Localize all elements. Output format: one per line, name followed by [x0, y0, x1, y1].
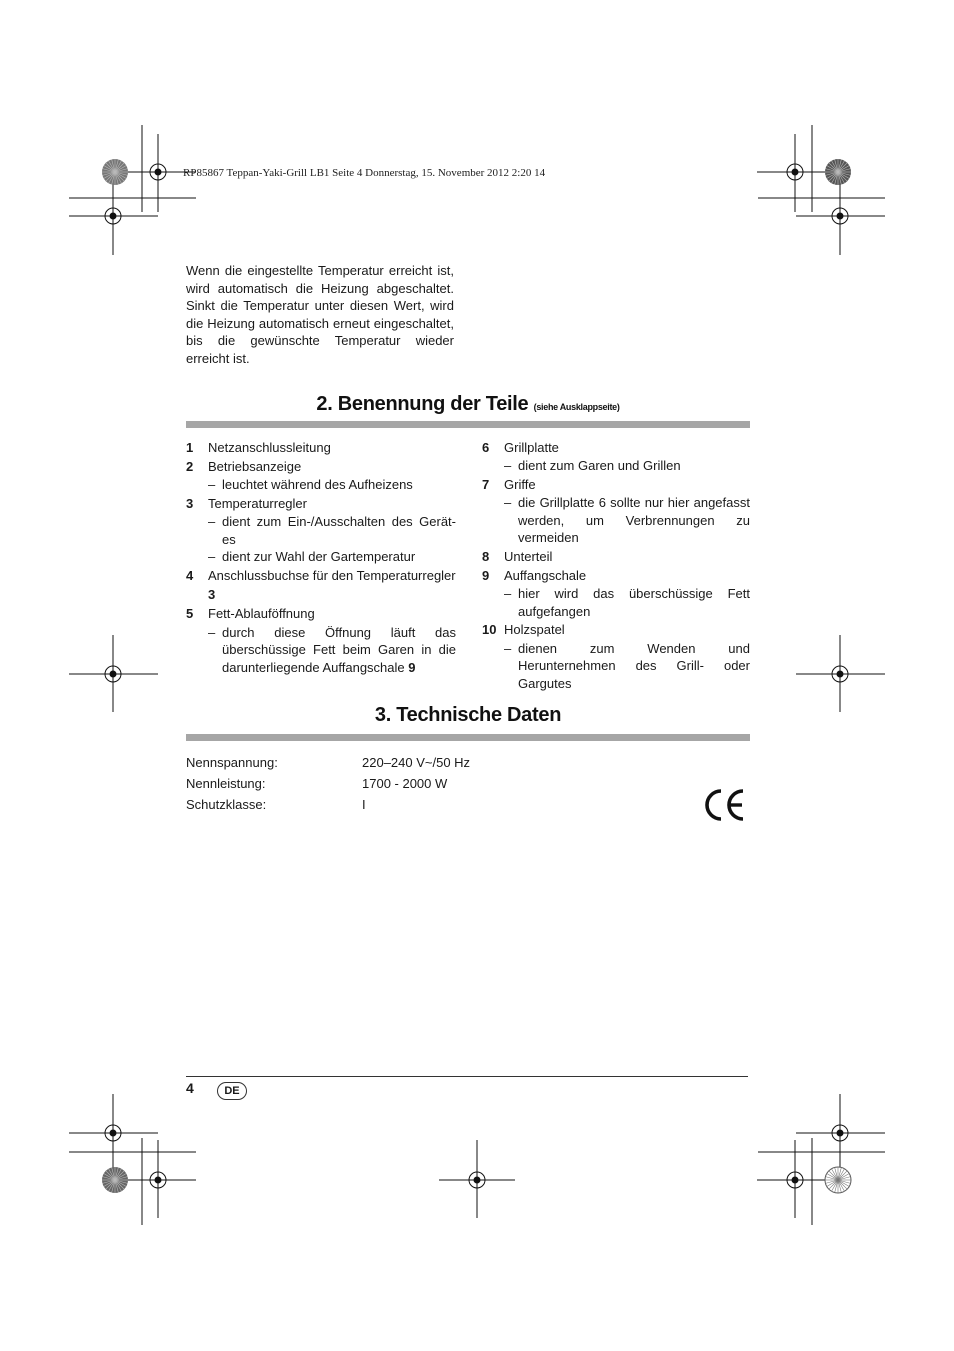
- list-item: 6 Grillplatte: [482, 440, 559, 455]
- print-slug-header: RP85867 Teppan-Yaki-Grill LB1 Seite 4 Donnerstag, 15. November 2012 2:20 14: [183, 167, 546, 179]
- list-item: 9 Auffangschale: [482, 567, 587, 583]
- footer-rule: [186, 1076, 748, 1077]
- parts-list-right: [482, 438, 750, 692]
- list-item: 10 Holzspatel: [482, 622, 565, 638]
- parts-list-left: [186, 438, 456, 676]
- language-badge: DE: [217, 1082, 247, 1100]
- tech-row: Nennspannung: 220–240 V~/50 Hz: [186, 755, 471, 770]
- tech-row: Nennleistung: 1700 - 2000 W: [186, 776, 448, 791]
- intro-paragraph: Wenn die eingestellte Temperatur erreicht ist, wird automatisch die Heizung abgeschaltet. Sinkt die Temperatur unter diesen Wert, wird die Heizung automatisch erneut eingeschaltet, bis die gewünschte Temperatur wieder erreicht ist.: [186, 263, 454, 366]
- list-note: – dient zur Wahl der Gartemperatur: [208, 549, 416, 565]
- section-rule: [186, 734, 750, 741]
- list-note: – durch diese Öffnung läuft das überschüssige Fett beim Garen in die darunterliegende Auffangschale 9: [208, 624, 456, 675]
- list-item: 5 Fett-Ablauföffnung: [186, 606, 315, 622]
- section-rule: [186, 421, 750, 428]
- list-item: 2 Betriebsanzeige: [186, 459, 302, 475]
- list-item: 4 Anschlussbuchse für den Temperaturregler 3: [186, 567, 456, 603]
- list-item: 8 Unterteil: [482, 548, 553, 564]
- list-note: – hier wird das überschüssige Fett aufgefangen: [504, 586, 750, 619]
- ce-mark-icon: [703, 788, 747, 822]
- list-item: 3 Temperaturregler: [186, 496, 307, 511]
- list-note: – leuchtet während des Aufheizens: [208, 477, 413, 493]
- parts-title-note: (siehe Ausklappseite): [533, 402, 620, 412]
- tech-section-title: 3. Technische Daten: [374, 704, 562, 726]
- list-item: 1 Netzanschlussleitung: [186, 440, 331, 455]
- parts-title-text: 2. Benennung der Teile: [316, 393, 529, 415]
- list-note: – dienen zum Wenden und Herunternehmen des Grill- oder Gargutes: [504, 640, 750, 691]
- page-number: 4: [186, 1080, 194, 1096]
- tech-data-table: [186, 752, 470, 815]
- list-note: – die Grillplatte 6 sollte nur hier angefasst werden, um Verbrennungen zu vermeiden: [504, 495, 750, 546]
- tech-row: Schutzklasse: I: [186, 797, 366, 812]
- list-note: – dient zum Ein-/Ausschalten des Gerät-es: [208, 514, 456, 547]
- parts-section-title: [186, 393, 750, 416]
- list-item: 7 Griffe: [482, 476, 536, 492]
- list-note: – dient zum Garen und Grillen: [504, 458, 681, 474]
